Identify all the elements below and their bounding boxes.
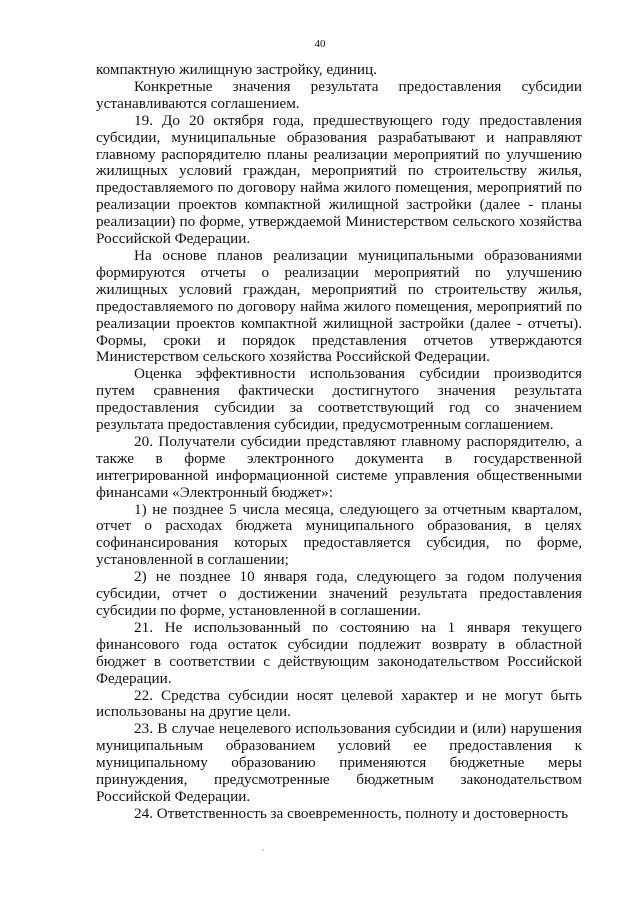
document-body — [96, 62, 582, 823]
paragraph-reports: На основе планов реализации муниципальными образованиями формируются отчеты о реализации мероприятий по улучшению жилищных условий граждан, мероприятий по строительству жилья, предоставляемого по договору найма жилого помещения, мероприятий по реализации проектов компактной жилищной застройки (далее - отчеты). Формы, сроки и порядок представления отчетов утверждаются Министерством сельского хозяйства Российской Федерации. — [96, 246, 582, 366]
scan-speck — [262, 849, 264, 851]
paragraph-clause-19: 19. До 20 октября года, предшествующего году предоставления субсидии, муниципальные образования разрабатывают и направляют главному распорядителю планы реализации мероприятий по улучшению жилищных условий граждан, мероприятий по строительству жилья, предоставляемого по договору найма жилого помещения, мероприятий по реализации проектов компактной жилищной застройки (далее - планы реализации) по форме, утверждаемой Министерством сельского хозяйства Российской Федерации. — [96, 111, 582, 248]
paragraph-continuation: компактную жилищную застройку, единиц. — [96, 61, 377, 78]
paragraph-result-values: Конкретные значения результата предоставления субсидии устанавливаются соглашением. — [96, 77, 582, 112]
paragraph-clause-20: 20. Получатели субсидии представляют главному распорядителю, а также в форме электронного документа в государственной интегрированной информационной системе управления общественными финансами «Электронный бюджет»: — [96, 432, 582, 501]
paragraph-efficiency: Оценка эффективности использования субсидии производится путем сравнения фактически достигнутого значения результата предоставления субсидии за соответствующий год со значением результата предоставления субсидии, предусмотренным соглашением. — [96, 365, 582, 434]
paragraph-clause-22: 22. Средства субсидии носят целевой характер и не могут быть использованы на другие цели. — [96, 686, 582, 721]
paragraph-clause-23: 23. В случае нецелевого использования субсидии и (или) нарушения муниципальным образованием условий ее предоставления к муниципальному образованию применяются бюджетные меры принуждения, предусмотренные бюджетным законодательством Российской Федерации. — [96, 720, 582, 805]
paragraph-clause-24: 24. Ответственность за своевременность, полноту и достоверность — [134, 804, 569, 822]
paragraph-item-2: 2) не позднее 10 января года, следующего за годом получения субсидии, отчет о достижении значений результата предоставления субсидии по форме, установленной в соглашении. — [96, 568, 582, 619]
paragraph-item-1: 1) не позднее 5 числа месяца, следующего за отчетным кварталом, отчет о расходах бюджета муниципального образования, в целях софинансирования которых предоставляется субсидия, по форме, установленной в соглашении; — [96, 500, 582, 569]
page-number: 40 — [314, 38, 326, 50]
paragraph-clause-21: 21. Не использованный по состоянию на 1 января текущего финансового года остаток субсидии подлежит возврату в областной бюджет в соответствии с действующим законодательством Российской Федерации. — [96, 618, 582, 687]
